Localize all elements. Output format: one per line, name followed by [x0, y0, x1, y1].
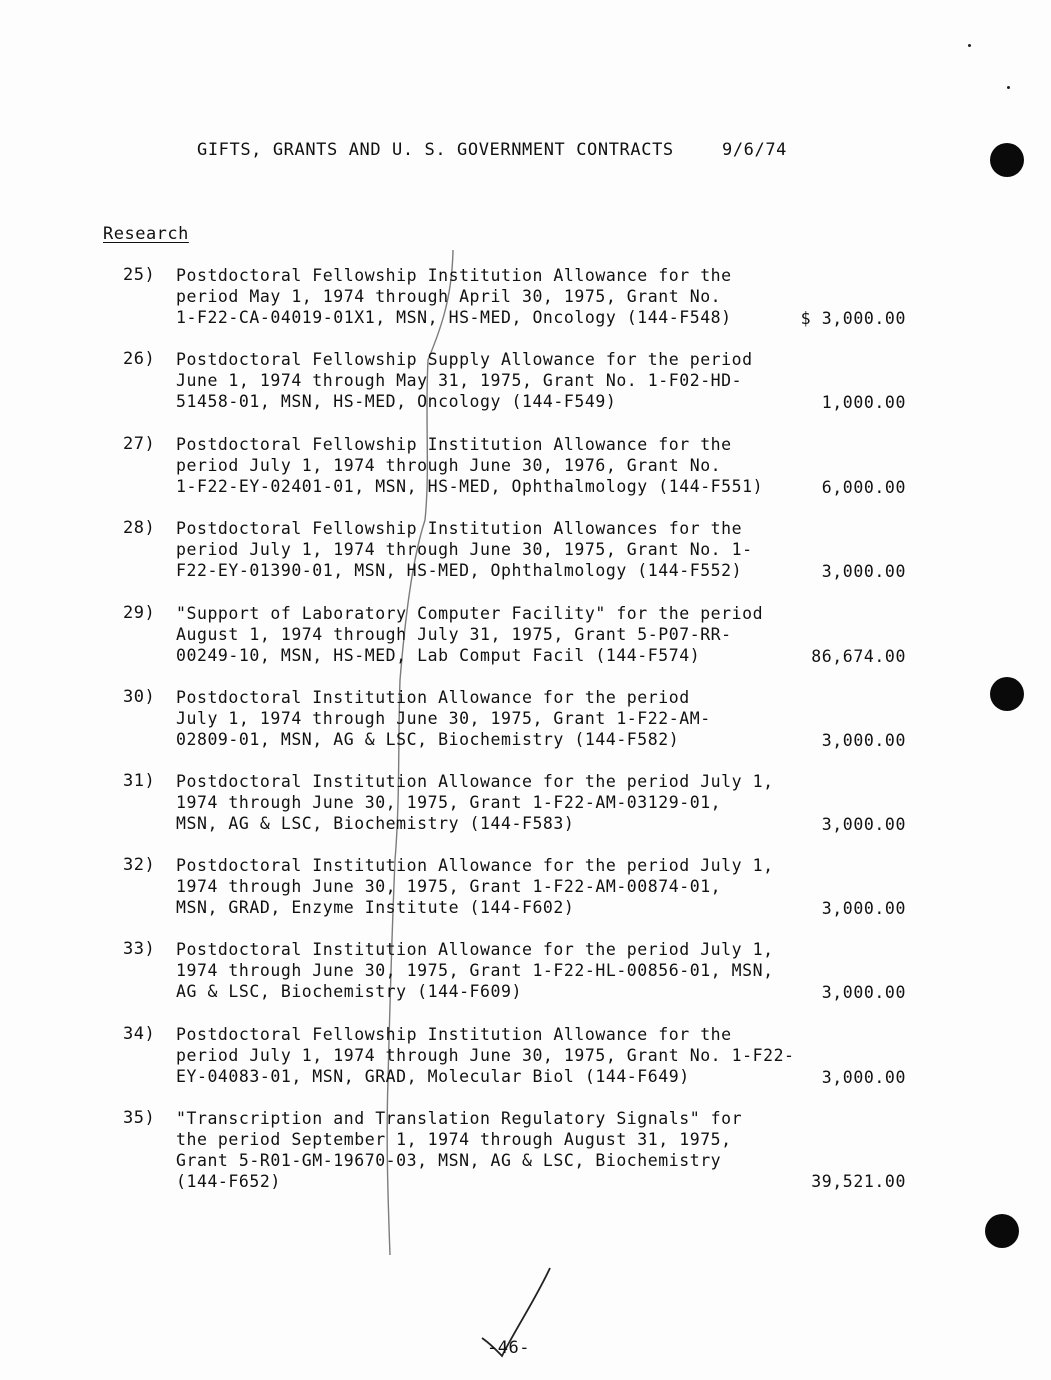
entry-amount: $ 3,000.00: [800, 309, 906, 328]
document-header: [197, 140, 788, 160]
entry-amount: 6,000.00: [821, 478, 906, 497]
page-number: -46-: [487, 1338, 530, 1358]
entry-amount: 3,000.00: [821, 983, 906, 1002]
entry-number: 27): [123, 434, 156, 454]
list-item: [0, 1108, 1051, 1203]
entry-text: Postdoctoral Fellowship Institution Allowance for the period May 1, 1974 through April 30, 1975, Grant No. 1-F22-CA-04019-01X1, MSN, HS-MED, Oncology (144-F548): [176, 266, 732, 327]
entry-amount: 3,000.00: [821, 562, 906, 581]
list-item: [0, 855, 1051, 927]
hole-punch: [990, 143, 1024, 177]
entry-amount: 86,674.00: [811, 647, 906, 666]
entry-number: 31): [123, 771, 156, 791]
entry-number: 28): [123, 518, 156, 538]
list-item: [0, 603, 1051, 675]
hole-punch: [990, 677, 1024, 711]
entry-text: Postdoctoral Institution Allowance for the period July 1, 1974 through June 30, 1975, Grant 1-F22-AM- 02809-01, MSN, AG & LSC, Biochemistry (144-F582): [176, 688, 711, 749]
list-item: [0, 265, 1051, 337]
list-item: [0, 1024, 1051, 1096]
entry-text: "Transcription and Translation Regulatory Signals" for the period September 1, 1974 through August 31, 1975, Grant 5-R01-GM-19670-03, MSN, AG & LSC, Biochemistry (144-F652): [176, 1109, 743, 1191]
entry-number: 25): [123, 265, 156, 285]
entry-amount: 3,000.00: [821, 731, 906, 750]
entry-text: "Support of Laboratory Computer Facility" for the period August 1, 1974 through July 31, 1975, Grant 5-P07-RR- 00249-10, MSN, HS-MED, Lab Comput Facil (144-F574): [176, 604, 764, 665]
list-item: [0, 771, 1051, 843]
list-item: [0, 939, 1051, 1011]
entry-text: Postdoctoral Fellowship Institution Allowance for the period July 1, 1974 through June 30, 1976, Grant No. 1-F22-EY-02401-01, MSN, HS-MED, Ophthalmology (144-F551): [176, 435, 764, 496]
entry-amount: 39,521.00: [811, 1172, 906, 1191]
entry-amount: 3,000.00: [821, 815, 906, 834]
entry-number: 34): [123, 1024, 156, 1044]
entry-amount: 3,000.00: [821, 899, 906, 918]
header-date: 9/6/74: [722, 140, 788, 160]
entry-number: 26): [123, 349, 156, 369]
entry-text: Postdoctoral Fellowship Institution Allowances for the period July 1, 1974 through June 30, 1975, Grant No. 1- F22-EY-01390-01, MSN, HS-MED, Ophthalmology (144-F552): [176, 519, 753, 580]
hole-punch: [985, 1214, 1019, 1248]
header-title: GIFTS, GRANTS AND U. S. GOVERNMENT CONTRACTS: [197, 140, 674, 160]
speck: [968, 44, 971, 47]
entry-number: 30): [123, 687, 156, 707]
speck: [1007, 86, 1010, 89]
list-item: [0, 518, 1051, 590]
entry-text: Postdoctoral Institution Allowance for the period July 1, 1974 through June 30, 1975, Grant 1-F22-AM-03129-01, MSN, AG & LSC, Biochemistry (144-F583): [176, 772, 774, 833]
entry-text: Postdoctoral Institution Allowance for the period July 1, 1974 through June 30, 1975, Grant 1-F22-HL-00856-01, MSN, AG & LSC, Biochemistry (144-F609): [176, 940, 774, 1001]
section-heading: Research: [103, 224, 189, 244]
list-item: [0, 349, 1051, 421]
list-item: [0, 687, 1051, 759]
entry-text: Postdoctoral Fellowship Institution Allowance for the period July 1, 1974 through June 30, 1975, Grant No. 1-F22- EY-04083-01, MSN, GRAD, Molecular Biol (144-F649): [176, 1025, 795, 1086]
entry-number: 33): [123, 939, 156, 959]
entry-amount: 3,000.00: [821, 1068, 906, 1087]
entry-amount: 1,000.00: [821, 393, 906, 412]
list-item: [0, 434, 1051, 506]
entry-text: Postdoctoral Institution Allowance for the period July 1, 1974 through June 30, 1975, Grant 1-F22-AM-00874-01, MSN, GRAD, Enzyme Institute (144-F602): [176, 856, 774, 917]
entry-text: Postdoctoral Fellowship Supply Allowance for the period June 1, 1974 through May 31, 1975, Grant No. 1-F02-HD- 51458-01, MSN, HS-MED, Oncology (144-F549): [176, 350, 753, 411]
entry-number: 32): [123, 855, 156, 875]
entry-number: 35): [123, 1108, 156, 1128]
entry-number: 29): [123, 603, 156, 623]
